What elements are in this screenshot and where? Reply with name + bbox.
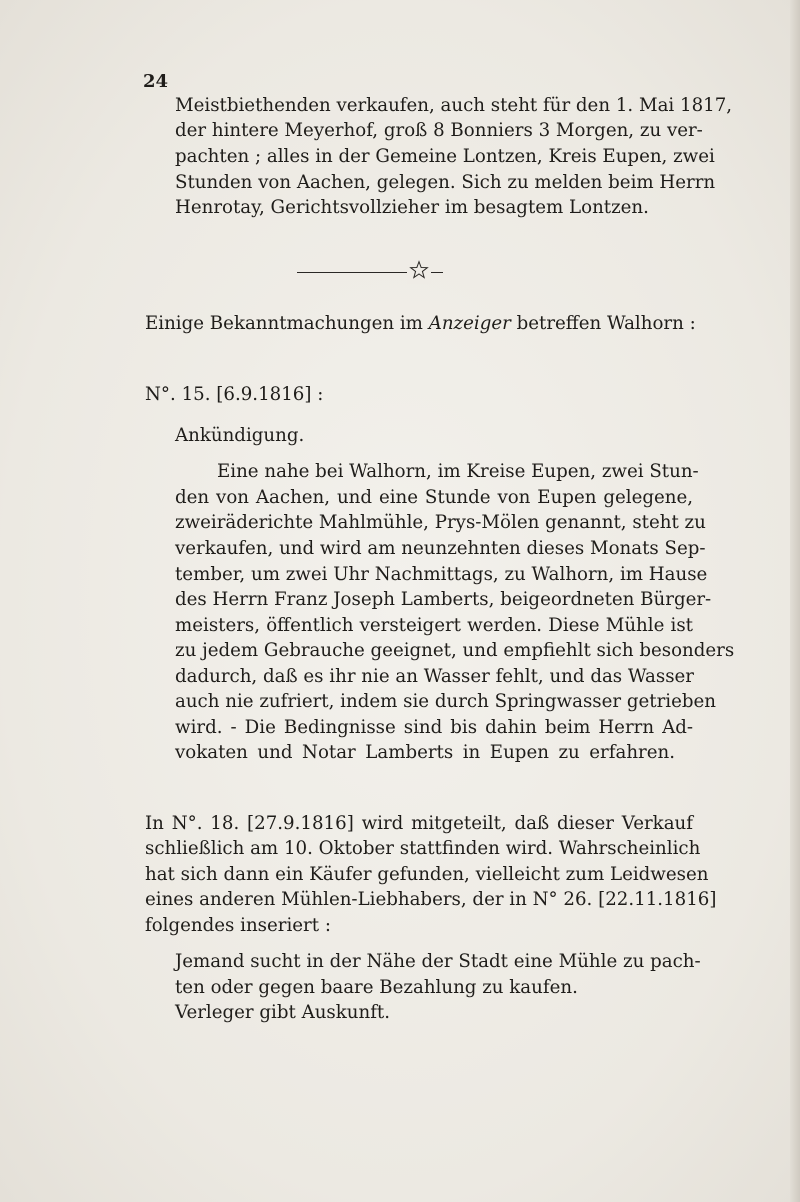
commentary-line: folgendes inseriert : [145, 915, 331, 936]
intro-line: pachten ; alles in der Gemeine Lontzen, Kreis Eupen, zwei [175, 146, 715, 167]
announcement-line: den von Aachen, und eine Stunde von Eupen gelegene, [175, 487, 693, 508]
announcement-line: Eine nahe bei Walhorn, im Kreise Eupen, zwei Stun- [217, 461, 699, 482]
notice-line: ten oder gegen baare Bezahlung zu kaufen. [175, 977, 578, 998]
commentary-line: In N°. 18. [27.9.1816] wird mitgeteilt, daß dieser Verkauf [145, 813, 693, 834]
intro-line: Stunden von Aachen, gelegen. Sich zu melden beim Herrn [175, 172, 716, 193]
announcement-line: auch nie zufriert, indem sie durch Springwasser getrieben [175, 691, 716, 712]
section-divider [297, 258, 443, 286]
intro-line: der hintere Meyerhof, groß 8 Bonniers 3 Morgen, zu ver- [175, 120, 703, 141]
announcement-line: des Herrn Franz Joseph Lamberts, beigeordneten Bürger- [175, 589, 712, 610]
notice-line: Jemand sucht in der Nähe der Stadt eine Mühle zu pach- [175, 951, 701, 972]
announcement-line: wird. - Die Bedingnisse sind bis dahin beim Herrn Ad- [175, 717, 693, 738]
star-outline-icon [407, 258, 431, 284]
commentary-line: schließlich am 10. Oktober stattfinden wird. Wahrscheinlich [145, 838, 701, 859]
announcement-title: Ankündigung. [175, 425, 305, 446]
heading-text-before: Einige Bekanntmachungen im [145, 313, 429, 334]
commentary-line: hat sich dann ein Käufer gefunden, vielleicht zum Leidwesen [145, 864, 709, 885]
intro-line: Meistbiethenden verkaufen, auch steht für den 1. Mai 1817, [175, 95, 733, 116]
announcement-line: verkaufen, und wird am neunzehnten dieses Monats Sep- [175, 538, 706, 559]
announcement-line: zu jedem Gebrauche geeignet, und empfiehlt sich besonders [175, 640, 735, 661]
section-heading [145, 312, 696, 336]
heading-publication: Anzeiger [428, 313, 511, 334]
page-number: 24 [143, 71, 169, 92]
issue-reference: N°. 15. [6.9.1816] : [145, 384, 324, 405]
announcement-line: dadurch, daß es ihr nie an Wasser fehlt, und das Wasser [175, 666, 694, 687]
announcement-line: vokaten und Notar Lamberts in Eupen zu erfahren. [175, 742, 675, 763]
announcement-line: meisters, öffentlich versteigert werden. Diese Mühle ist [175, 615, 693, 636]
intro-line: Henrotay, Gerichtsvollzieher im besagtem Lontzen. [175, 197, 649, 218]
announcement-line: zweiräderichte Mahlmühle, Prys-Mölen genannt, steht zu [175, 512, 706, 533]
notice-line: Verleger gibt Auskunft. [175, 1002, 391, 1023]
commentary-line: eines anderen Mühlen-Liebhabers, der in N° 26. [22.11.1816] [145, 889, 717, 910]
announcement-line: tember, um zwei Uhr Nachmittags, zu Walhorn, im Hause [175, 564, 708, 585]
page-edge [790, 0, 800, 1202]
heading-text-after: betreffen Walhorn : [510, 313, 696, 334]
